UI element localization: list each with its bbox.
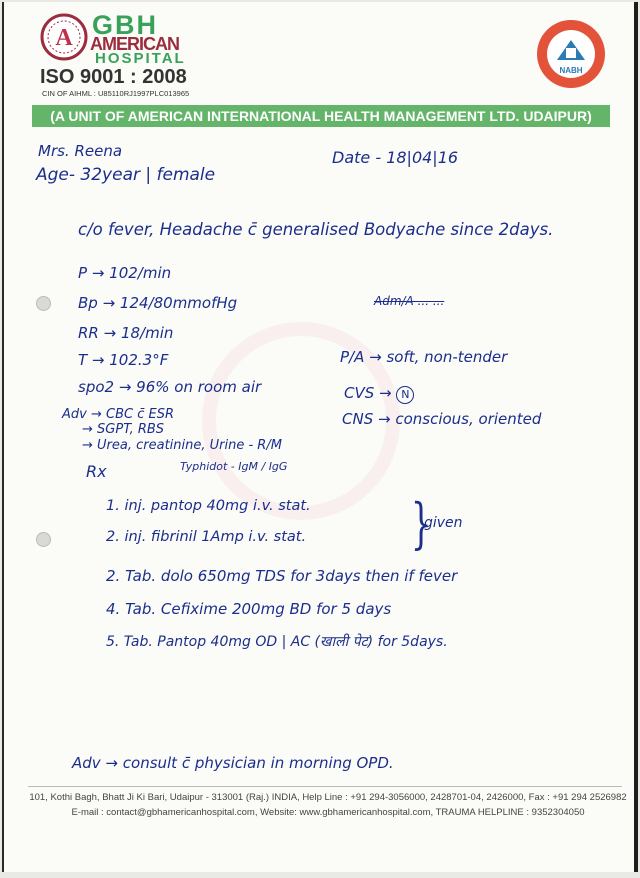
prescription-1: 2. Tab. dolo 650mg TDS for 3days then if fever — [106, 567, 458, 585]
exam-pa: P/A → soft, non-tender — [340, 348, 508, 366]
chief-complaint: c/o fever, Headache c̄ generalised Bodyache since 2days. — [78, 220, 554, 239]
struck-exam-note: Adm/A ... ... — [374, 294, 445, 308]
vital-pulse: P → 102/min — [78, 264, 172, 282]
brand-gbh: GBH — [92, 10, 158, 40]
patient-name: Mrs. Reena — [38, 142, 123, 160]
footer — [28, 790, 628, 820]
final-advice: Adv → consult c̄ physician in morning OPD. — [72, 754, 394, 772]
given-med-2: 2. inj. fibrinil 1Amp i.v. stat. — [106, 529, 307, 545]
prescription-2: 4. Tab. Cefixime 200mg BD for 5 days — [106, 600, 392, 618]
vital-spo2: spo2 → 96% on room air — [78, 378, 262, 396]
patient-age-sex: Age- 32year | female — [36, 165, 216, 185]
punch-hole — [36, 296, 51, 311]
given-brace: } — [410, 492, 432, 555]
given-med-1: 1. inj. pantop 40mg i.v. stat. — [106, 498, 311, 514]
brand-hospital: HOSPITAL — [95, 50, 186, 67]
prescription-3: 5. Tab. Pantop 40mg OD | AC (खाली पेट) for 5days. — [106, 634, 448, 650]
iso-certification: ISO 9001 : 2008 — [40, 66, 187, 88]
punch-hole — [36, 532, 51, 547]
cin-number: CIN OF AIHML : U85110RJ1997PLC013965 — [42, 89, 190, 98]
exam-cvs — [344, 384, 414, 404]
advice-test-1: Adv → CBC c̄ ESR — [62, 407, 174, 422]
given-label: given — [424, 515, 463, 531]
svg-text:A: A — [55, 25, 73, 51]
advice-test-3: → Urea, creatinine, Urine - R/M — [82, 438, 282, 453]
footer-address: 101, Kothi Bagh, Bhatt Ji Ki Bari, Udaipur - 313001 (Raj.) INDIA, Help Line : +91 294-3056000, 2428701-04, 2426000, Fax : +91 294 2526982 — [29, 792, 627, 803]
exam-cns: CNS → conscious, oriented — [342, 410, 542, 428]
footer-contact: E-mail : contact@gbhamericanhospital.com, Website: www.gbhamericanhospital.com, TRAUMA HELPLINE : 9352304050 — [71, 807, 585, 818]
brand-american: AMERICAN — [90, 34, 179, 54]
exam-cvs-value: N — [396, 386, 414, 404]
nabh-seal-icon — [535, 18, 607, 90]
vital-rr: RR → 18/min — [78, 324, 174, 342]
vital-temp: T → 102.3°F — [78, 351, 169, 369]
advice-test-4: Typhidot - IgM / IgG — [180, 460, 288, 473]
nabh-label: NABH — [559, 66, 583, 75]
unit-banner: (A UNIT OF AMERICAN INTERNATIONAL HEALTH MANAGEMENT LTD. UDAIPUR) — [32, 105, 610, 127]
advice-test-2: → SGPT, RBS — [82, 422, 165, 437]
exam-cvs-label: CVS → — [344, 384, 392, 402]
visit-date: Date - 18|04|16 — [332, 148, 459, 167]
footer-divider — [28, 786, 622, 787]
vital-bp: Bp → 124/80mmofHg — [78, 294, 238, 312]
hospital-logo-icon — [40, 12, 88, 62]
prescription-page — [2, 2, 638, 872]
rx-symbol: Rx — [86, 462, 107, 481]
